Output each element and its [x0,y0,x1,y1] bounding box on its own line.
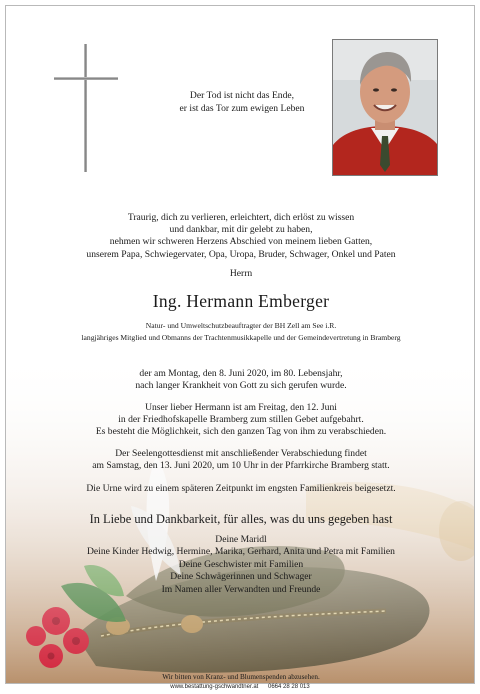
intro-line: unserem Papa, Schwiegervater, Opa, Uropa, Bruder, Schwager, Onkel und Paten [86,248,396,260]
deceased-name: Ing. Hermann Emberger [152,291,330,311]
titles [46,320,436,343]
intro-line: nehmen wir schweren Herzens Abschied von meinem lieben Gatten, [109,236,373,248]
donation-note: Wir bitten von Kranz- und Blumenspenden abzusehen. [162,673,320,681]
signature-line: Deine Schwägerinnen und Schwager [170,571,312,583]
cross-icon [54,44,118,174]
service-info [36,448,446,472]
signatures [36,534,446,596]
motto-line: er ist das Tor zum ewigen Leben [179,102,305,114]
intro-line: und dankbar, mit dir gelebt zu haben, [169,224,313,236]
signature-line: Deine Kinder Hedwig, Hermine, Marika, Gerhard, Anita und Petra mit Familien [87,546,395,558]
parte-card [5,5,475,684]
footer-phone: 0664 28 28 013 [268,684,310,690]
signature-line: Deine Maridl [215,534,267,545]
title-line: Natur- und Umweltschutzbeauftragter der BH Zell am See i.R. [145,321,337,330]
urn-info [36,483,446,495]
service-line: Der Seelengottesdienst mit anschließender Verabschiedung findet [115,448,367,459]
service-line: am Samstag, den 13. Juni 2020, um 10 Uhr in der Pfarrkirche Bramberg statt. [92,460,390,472]
closing-line: In Liebe und Dankbarkeit, für alles, was du uns gegeben hast [89,512,393,526]
title-line: langjähriges Mitglied und Obmanns der Trachtenmusikkapelle und der Gemeindevertretung in Bramberg [81,332,401,342]
portrait-photo [332,39,438,176]
intro-line: Traurig, dich zu verlieren, erleichtert, dich erlöst zu wissen [127,212,355,223]
urn-line: Die Urne wird zu einem späteren Zeitpunkt im engsten Familienkreis beigesetzt. [86,483,396,494]
footer-website[interactable]: www.bestattung-gschwandtner.at [170,684,259,690]
signature-line: Deine Geschwister mit Familien [178,558,304,570]
motto-line: Der Tod ist nicht das Ende, [189,90,295,101]
viewing-line: in der Friedhofskapelle Bramberg zum stillen Gebet aufgebahrt. [118,414,364,426]
death-notice [36,368,446,392]
motto [156,90,328,115]
viewing-line: Unser lieber Hermann ist am Freitag, den 12. Juni [145,402,337,413]
viewing-line: Es besteht die Möglichkeit, sich den ganzen Tag von ihm zu verabschieden. [95,426,387,438]
salutation: Herrn [229,268,253,279]
death-notice-line: nach langer Krankheit von Gott zu sich gerufen wurde. [135,380,347,392]
signature-line: Im Namen aller Verwandten und Freunde [161,583,321,595]
footer [0,684,480,690]
intro-text [46,212,436,261]
viewing-info [36,402,446,439]
death-notice-line: der am Montag, den 8. Juni 2020, im 80. Lebensjahr, [139,368,343,379]
